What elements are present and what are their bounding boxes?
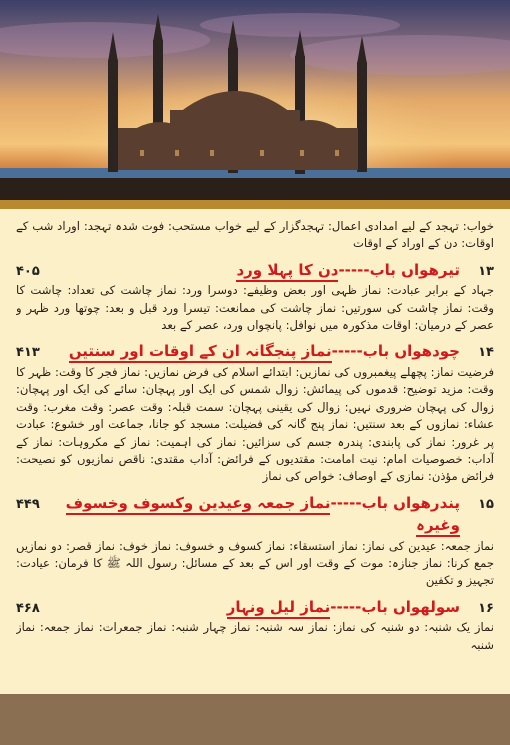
- page-number: ۴۶۸: [16, 600, 40, 616]
- section-title: چودھواں باب-----نماز پنجگانہ ان کے اوقات اور سنتیں: [64, 340, 460, 363]
- chapter-ordinal: سولھواں باب: [361, 597, 460, 616]
- toc-section-heading: [16, 596, 494, 619]
- section-number: ۱۴: [478, 345, 494, 361]
- table-of-contents: [16, 218, 494, 673]
- section-topics: جہاد کے برابر عبادت: نماز ظہی اور بعض وظیفے: دوسرا ورد: نماز چاشت کی تعداد: چاشت کا وقت: نماز چاشت کی سورتیں: نماز چاشت کی ممانعت: تیسرا ورد قبل و بعد: چوتھا ورد ظہر و عصر کے درمیان: اوقات مذکورہ میں نوافل: پانچواں ورد، عصر کے بعد: [16, 283, 494, 333]
- continued-entry-text: خواب: تہجد کے لیے امدادی اعمال: تہجدگزار کے لیے خواب مستحب: فوت شدہ تہجد: اوراد شب کے اوقات: دن کے اوراد کے اوقات: [16, 219, 494, 251]
- mosque-sunset-banner: [0, 0, 510, 200]
- chapter-subtitle: دن کا پہلا ورد: [236, 261, 338, 282]
- chapter-subtitle: نماز پنجگانہ ان کے اوقات اور سنتیں: [69, 342, 332, 363]
- toc-section-15[interactable]: [16, 492, 494, 590]
- toc-section-heading: [16, 340, 494, 363]
- chapter-ordinal: تیرھواں باب: [369, 260, 460, 279]
- section-topics: نماز جمعہ: عیدین کی نماز: نماز استسقاء: نماز کسوف و خسوف: نماز خوف: نماز قصر: دو نمازیں جمع کرنا: نماز جنازہ: موت کے وقت اور اس کے بعد کے مسائل: رسول اللہ ﷺ کا فرمان: عیادت: تجہیز و تکفین: [16, 538, 494, 588]
- toc-section-16[interactable]: [16, 596, 494, 654]
- section-number: ۱۶: [478, 600, 494, 616]
- page-number: ۴۰۵: [16, 263, 40, 279]
- section-title: پندرھواں باب-----نماز جمعہ وعیدین وکسوف وخسوف وغیرہ: [64, 492, 460, 537]
- toc-section-13[interactable]: [16, 259, 494, 335]
- page-number: ۴۱۳: [16, 345, 40, 361]
- chapter-ordinal: پندرھواں باب: [361, 493, 460, 512]
- chapter-ordinal: چودھواں باب: [362, 342, 460, 361]
- section-number: ۱۵: [478, 496, 494, 512]
- chapter-subtitle: نماز لیل ونہار: [227, 598, 331, 619]
- section-number: ۱۳: [478, 263, 494, 279]
- section-topics: نماز یک شنبہ: دو شنبہ کی نماز: نماز سہ شنبہ: نماز چہار شنبہ: نماز جمعرات: نماز جمعہ: نماز شنبہ: [16, 620, 494, 652]
- chapter-subtitle: نماز جمعہ وعیدین وکسوف وخسوف وغیرہ: [66, 494, 460, 538]
- toc-section-heading: [16, 259, 494, 282]
- decorative-gold-band: [0, 200, 510, 209]
- toc-section-heading: [16, 492, 494, 537]
- section-title: تیرھواں باب-----دن کا پہلا ورد: [64, 259, 460, 282]
- page-number: ۴۴۹: [16, 496, 40, 512]
- toc-section-14[interactable]: [16, 340, 494, 485]
- footer-band: [0, 694, 510, 745]
- section-topics: فرضیت نماز: پچھلے پیغمبروں کی نمازیں: ابتدائے اسلام کی فرض نمازیں: نماز فجر کا وقت: ظہر کا وقت: مزید توضیح: قدموں کی پیمائش: زوال شمس کی ایک اور پہچان: سائے کی ایک اور پہچان: زوال کی پہچان ضروری نہیں: زوال کی یقینی پہچان: سمت قبلہ: وقت عصر: وقت مغرب: وقت عشاء: نمازوں کے بعد سنتیں: نماز پنج گانہ کی فضیلت: مسجد کو جانا، جماعت اور خشوع: عبادت پر غرور: نماز کی پابندی: پندرہ جسم کی سزائیں: نماز کی اہمیت: نماز کے مکروہات: نماز کے آداب: خصوصیات امام: نیت امامت: مقتدیوں کے فرائض: آداب مقتدی: ناقص نمازیوں کو نصیحت: فرائض مؤذن: نمازی کے اوصاف: خواص کی نماز: [16, 364, 494, 484]
- section-title: سولھواں باب-----نماز لیل ونہار: [64, 596, 460, 619]
